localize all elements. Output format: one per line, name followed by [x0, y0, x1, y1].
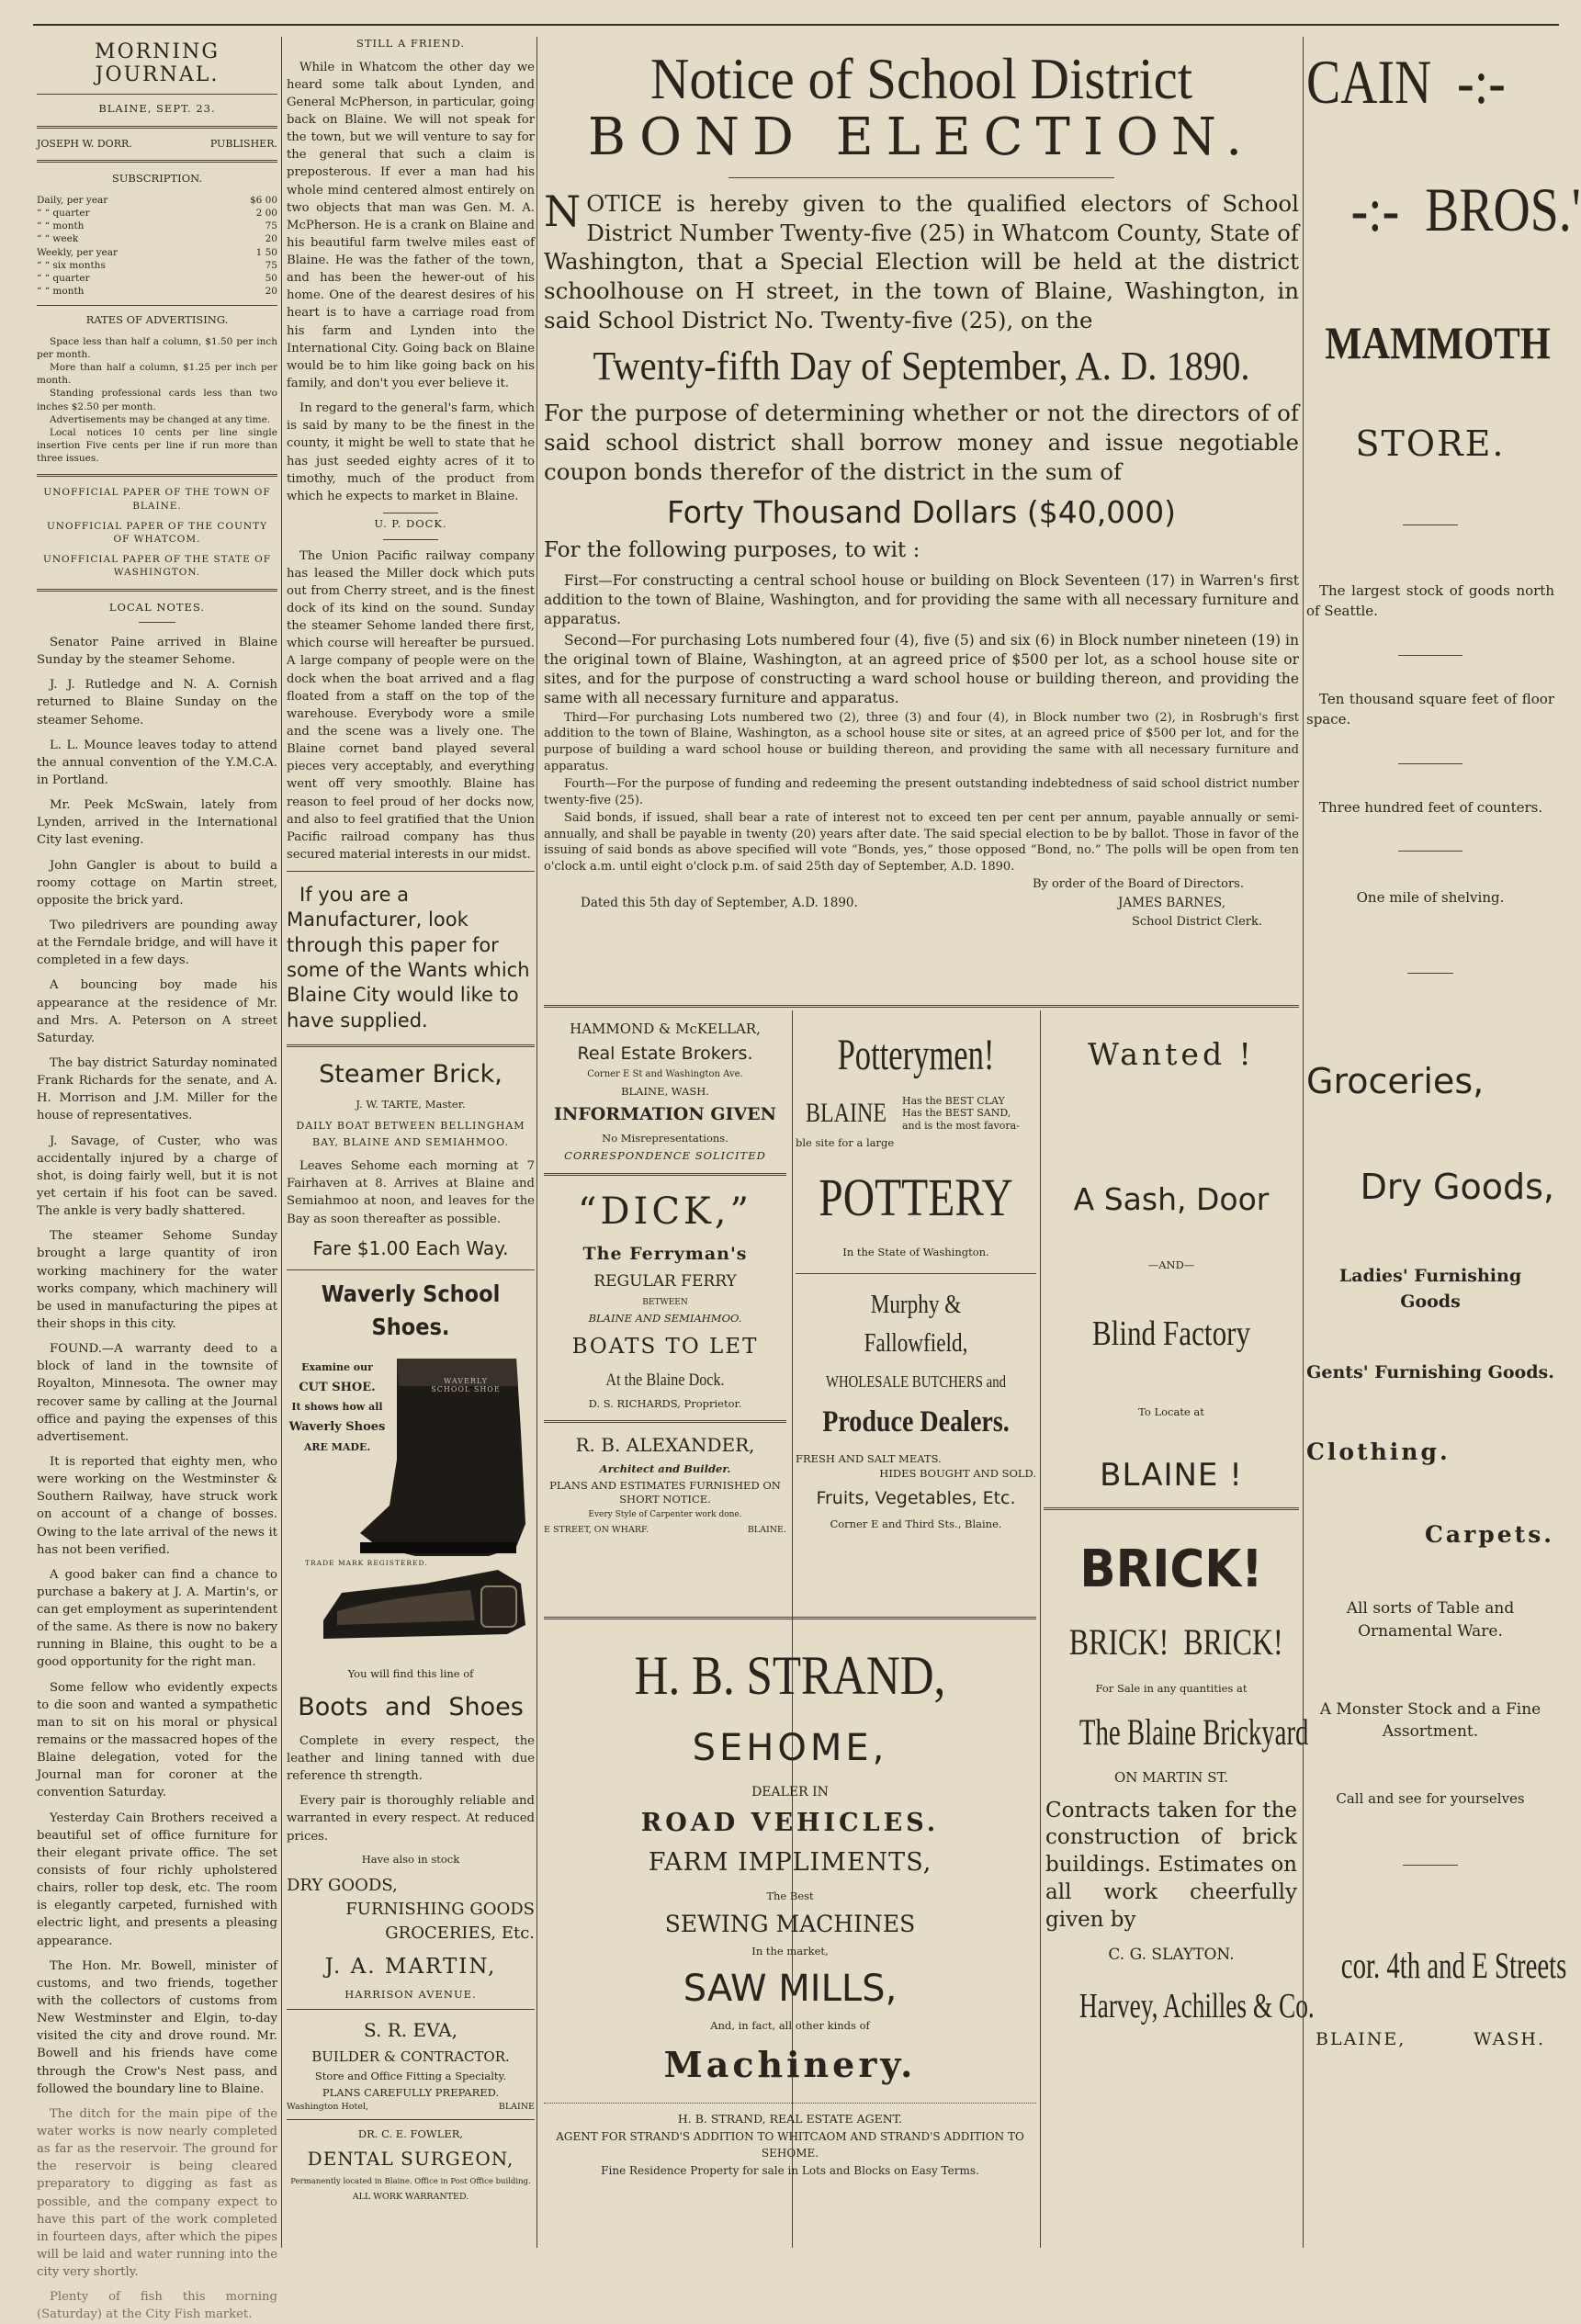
article-paragraph: In regard to the general's farm, which is said by many to be the finest in the county, it might be well to state that he has just seeded eighty acres of it to timothy, much of the product from which he expects to market in Blaine. — [287, 401, 535, 503]
strand-dealer: DEALER IN — [751, 1785, 829, 1799]
local-note: It is reported that eighty men, who were working on the Westminster & Southern Railway, have struck work on account of a change of bosses. Owing to the late arrival of the news it has not been verified. — [37, 1454, 277, 1557]
notice-order: By order of the Board of Directors. — [1032, 877, 1244, 892]
wanted-blind: Blind Factory — [1091, 1314, 1251, 1354]
cain-title2: -:- BROS.' — [1350, 174, 1581, 244]
dry-goods: DRY GOODS, — [287, 1876, 398, 1896]
potterymen-pottery: POTTERY — [819, 1168, 1013, 1228]
hammond-trade: Real Estate Brokers. — [577, 1043, 753, 1064]
waverly-title: Waverly School Shoes. — [321, 1280, 501, 1341]
rate-label: “ “ week — [37, 233, 79, 245]
column-three-ads — [544, 1018, 786, 1535]
alexander-trade: Architect and Builder. — [599, 1462, 731, 1476]
local-note: The ditch for the main pipe of the water works is now nearly completed as far as the reservoir. The ground for the reservoir is being cleared preparatory to digging as fast as possible, and the company expect to have this part of the work completed in fourteen days, after which the pipes will be laid and water running into the city very shortly. — [37, 2106, 277, 2280]
eva-hotel: Washington Hotel, — [287, 2102, 369, 2113]
rate-value: 2 00 — [255, 208, 277, 220]
subscription-heading: SUBSCRIPTION. — [111, 172, 203, 186]
local-notes-heading: LOCAL NOTES. — [108, 600, 206, 614]
ad-rate: Local notices 10 cents per line single insertion Five cents per line if run more than three issues. — [37, 426, 277, 465]
local-note: The bay district Saturday nominated Frank Richards for the senate, and A. H. Morrison and J.M. Miller for the house of representatives. — [37, 1055, 277, 1123]
waverly-find: You will find this line of — [347, 1667, 474, 1681]
strand-sewing: SEWING MACHINES — [664, 1910, 916, 1937]
notice-body-text: OTICE is hereby given to the qualified electors of School District Number Twenty-five (25) in Whatcom County, State of Washington, that a Special Election will be held at the district schoolhouse on H street, in the town of Blaine, Washington, in said School District No. Twenty-five (25), on the — [544, 189, 1299, 334]
potterymen-site: ble site for a large — [796, 1135, 895, 1149]
steamer-fare: Fare $1.00 Each Way. — [312, 1236, 509, 1259]
martin-address: HARRISON AVENUE. — [344, 1987, 477, 2001]
shoe-illustration — [287, 1349, 535, 1662]
alexander-address — [544, 1525, 786, 1535]
boot-sole — [360, 1542, 516, 1553]
shoe-caption-line: It shows how all — [291, 1401, 383, 1414]
notice-signature — [544, 896, 1299, 910]
top-rule — [33, 24, 1559, 26]
alexander-town: BLAINE. — [747, 1524, 786, 1535]
official-note: UNOFFICIAL PAPER OF THE COUNTY OF WHATCOM. — [46, 520, 268, 545]
local-note: L. L. Mounce leaves today to attend the annual convention of the Y.M.C.A. in Portland. — [37, 738, 277, 788]
cain-dry-goods: Dry Goods, — [1360, 1167, 1554, 1208]
advertising-heading: RATES OF ADVERTISING. — [85, 313, 229, 327]
steamer-brick-title: Steamer Brick, — [319, 1059, 503, 1089]
shoe-heel — [481, 1586, 516, 1627]
publisher-line — [37, 138, 277, 152]
brick-yard: The Blaine Brickyard — [1078, 1710, 1309, 1753]
shoe-label: WAVERLY SCHOOL SHOE — [431, 1377, 501, 1394]
cain-carpets: Carpets. — [1425, 1521, 1554, 1549]
cain-counters: Three hundred feet of counters. — [1319, 798, 1543, 816]
steamer-route: DAILY BOAT BETWEEN BELLINGHAM — [296, 1119, 525, 1132]
wanted-blaine: BLAINE ! — [1100, 1456, 1243, 1494]
brick-title: BRICK! — [1079, 1540, 1263, 1600]
dick-boats: BOATS TO LET — [571, 1334, 759, 1359]
local-note: FOUND.—A warranty deed to a block of land in the townsite of Royalton, Minnesota. The owner may recover same by calling at the Journal office and paying the expenses of this advertisement. — [37, 1342, 277, 1444]
local-note: J. Savage, of Custer, who was accidentally injured by a charge of shot, is doing fairly well, but it is not yet certain if his foot can be saved. The ankle is very badly shattered. — [37, 1134, 277, 1219]
column-local-notes — [37, 37, 277, 2322]
strand-farm: FARM IMPLIMENTS, — [648, 1848, 932, 1878]
notice-purposes: For the following purposes, to wit : — [544, 537, 920, 562]
eva-line: Store and Office Fitting a Specialty. — [314, 2070, 507, 2083]
cain-address — [1306, 2029, 1554, 2049]
boots-shoes: Boots and Shoes — [298, 1692, 524, 1721]
masthead-title: MORNING JOURNAL. — [95, 40, 220, 86]
murphy-hides: HIDES BOUGHT AND SOLD. — [879, 1466, 1036, 1480]
strand-agent: H. B. STRAND, REAL ESTATE AGENT. — [677, 2112, 903, 2127]
brick-harvey: Harvey, Achilles & Co. — [1078, 1986, 1315, 2025]
hammond-corr: CORRESPONDENCE SOLICITED — [564, 1149, 766, 1163]
rate-label: “ “ month — [37, 286, 85, 298]
rate-label: Weekly, per year — [37, 246, 119, 258]
notice-fourth: Fourth—For the purpose of funding and redeeming the present outstanding indebtedness of said school district number twenty-five (25). — [544, 777, 1299, 807]
article-paragraph: While in Whatcom the other day we heard some talk about Lynden, and General McPherson, in particular, going back on Blaine. We will not speak for the town, but we will venture to say for the general that such a claim is preposterous. If ever a man had his whole mind centered almost entirely on two objects that man was Gen. M. A. McPherson. He is a crank on Blaine and his beautiful farm twelve miles east of Blaine. He was the father of the town, and has been the hewer-out of his home. One of the dearest desires of his heart is to have a carriage road from his farm and Lynden into the International City. Going back on Blaine would be to him like going back on his family, and don't you ever believe it. — [287, 60, 535, 391]
strand-fine: Fine Residence Property for sale in Lots and Blocks on Easy Terms. — [601, 2163, 979, 2177]
murphy-meats: FRESH AND SALT MEATS. — [796, 1452, 942, 1465]
eva-name: S. R. EVA, — [364, 2019, 457, 2042]
cain-clothing: Clothing. — [1306, 1438, 1451, 1465]
alexander-name: R. B. ALEXANDER, — [575, 1434, 755, 1457]
dick-between: BETWEEN — [642, 1298, 688, 1308]
publisher-name: JOSEPH W. DORR. — [37, 137, 132, 150]
rate-value: 50 — [265, 272, 277, 284]
brick-repeat: BRICK! BRICK! — [1068, 1621, 1283, 1664]
strand-agent-addition: AGENT FOR STRAND'S ADDITION TO WHITCAOM AND STRAND'S ADDITION TO SEHOME. — [556, 2130, 1024, 2160]
hammond-name: HAMMOND & McKELLAR, — [570, 1021, 761, 1037]
rate-label: “ “ quarter — [37, 272, 90, 284]
column-four-ads — [796, 1018, 1036, 1535]
eva-plans: PLANS CAREFULLY PREPARED. — [322, 2085, 500, 2099]
murphy-trade: WHOLESALE BUTCHERS and — [826, 1372, 1006, 1392]
eva-trade: BUILDER & CONTRACTOR. — [311, 2048, 510, 2066]
steamer-master: J. W. TARTE, Master. — [356, 1098, 466, 1111]
column-two — [287, 37, 535, 2248]
local-note: Yesterday Cain Brothers received a beautiful set of office furniture for their elegant private office. The set consists of four richly upholstered chairs, roller top desk, etc. The room is elegantly carpeted, furnished with electric light, and presents a pleasing appearance. — [37, 1811, 277, 1948]
bond-election-notice — [544, 37, 1299, 1006]
cain-town: BLAINE, — [1316, 2028, 1406, 2049]
dick-regular: REGULAR FERRY — [593, 1272, 737, 1292]
shoe-caption-line: Examine our — [301, 1361, 373, 1374]
strand-saw: SAW MILLS, — [683, 1968, 898, 2011]
hammond-nomis: No Misrepresentations. — [602, 1131, 728, 1145]
rate-label: “ “ six months — [37, 259, 106, 271]
strand-other: And, in fact, all other kinds of — [710, 2019, 870, 2033]
potterymen-has1: Has the BEST CLAY — [901, 1094, 1005, 1107]
cain-mammoth: MAMMOTH — [1325, 317, 1551, 369]
potterymen-state: In the State of Washington. — [842, 1246, 989, 1259]
brick-sale: For Sale in any quantities at — [1095, 1682, 1248, 1696]
strand-ad — [544, 1617, 1036, 2181]
column-rule — [1303, 37, 1304, 2248]
local-note: Some fellow who evidently expects to die soon and wanted a sympathetic man to sit on his moral or physical remains or the massacred hopes of the Blaine delegation, voted for the Journal man for coroner at the convention Saturday. — [37, 1680, 277, 1800]
cain-store: STORE. — [1355, 423, 1506, 464]
local-note: Mr. Peek McSwain, lately from Lynden, arrived in the International City last evening. — [37, 798, 277, 848]
local-note: Two piledrivers are pounding away at the Ferndale bridge, and will have it completed in a few days. — [37, 919, 277, 968]
ad-rate: Standing professional cards less than two inches $2.50 per month. — [37, 388, 277, 412]
waverly-also: Have also in stock — [361, 1852, 460, 1866]
wanted-and: —AND— — [1147, 1258, 1195, 1271]
groceries: GROCERIES, Etc. — [385, 1924, 535, 1944]
cain-shelving: One mile of shelving. — [1356, 889, 1505, 907]
alexander-plans: PLANS AND ESTIMATES FURNISHED ON SHORT NOTICE. — [549, 1478, 781, 1506]
dick-ferry: The Ferryman's — [582, 1243, 748, 1264]
murphy-produce: Produce Dealers. — [822, 1405, 1010, 1439]
rate-value: $6 00 — [249, 194, 277, 206]
hammond-town: BLAINE, WASH. — [621, 1084, 709, 1098]
notice-day: Twenty-fifth Day of September, A. D. 1890. — [593, 344, 1250, 389]
notice-subtitle: BOND ELECTION. — [587, 107, 1256, 168]
rate-value: 20 — [265, 286, 277, 298]
subscription-table — [37, 194, 277, 298]
official-note: UNOFFICIAL PAPER OF THE TOWN OF BLAINE. — [43, 487, 271, 512]
cain-space: Ten thousand square feet of floor space. — [1306, 690, 1554, 728]
strand-market: In the market, — [751, 1944, 829, 1957]
brick-contracts: Contracts taken for the construction of brick buildings. Estimates on all work cheerfully given by — [1045, 1798, 1297, 1933]
rate-label: “ “ quarter — [37, 208, 90, 220]
notice-amount: Forty Thousand Dollars ($40,000) — [666, 493, 1177, 530]
strand-machinery: Machinery. — [663, 2043, 917, 2085]
waverly-paragraph: Complete in every respect, the leather and lining tanned with due reference th strength. — [287, 1733, 535, 1784]
eva-address — [287, 2102, 535, 2112]
cain-state: WASH. — [1474, 2028, 1545, 2049]
dick-route: BLAINE AND SEMIAHMOO. — [588, 1312, 742, 1326]
cain-corner: cor. 4th and E Streets — [1340, 1944, 1567, 1986]
potterymen-has2: Has the BEST SAND, — [901, 1107, 1011, 1120]
dick-dock: At the Blaine Dock. — [605, 1371, 725, 1391]
notice-clerk-title: School District Clerk. — [1131, 915, 1262, 930]
manufacturer-ad: If you are a Manufacturer, look through this paper for some of the Wants which Blaine City would like to have supplied. — [287, 884, 530, 1032]
strand-best: The Best — [766, 1890, 814, 1903]
ad-rate: More than half a column, $1.25 per inch per month. — [37, 362, 277, 387]
rate-label: “ “ month — [37, 220, 85, 232]
rate-value: 75 — [265, 259, 277, 271]
notice-body — [544, 186, 1299, 335]
cain-ladies: Ladies' Furnishing Goods — [1338, 1266, 1522, 1312]
alexander-street: E STREET, ON WHARF. — [544, 1524, 649, 1535]
strand-town: SEHOME, — [692, 1727, 888, 1769]
cain-title1: CAIN -:- — [1306, 47, 1506, 117]
hammond-address: Corner E St and Washington Ave. — [587, 1069, 743, 1080]
rate-value: 1 50 — [255, 246, 277, 258]
dick-proprietor: D. S. RICHARDS, Proprietor. — [588, 1396, 742, 1410]
local-note: Senator Paine arrived in Blaine Sunday by the steamer Sehome. — [37, 636, 277, 668]
steamer-schedule: Leaves Sehome each morning at 7 Fairhaven at 8. Arrives at Blaine and Semiahmoo at noon, and leaves for the Bay as soon thereafter as possible. — [287, 1159, 535, 1226]
wanted-sash: A Sash, Door — [1073, 1180, 1270, 1217]
fowler-warranted: ALL WORK WARRANTED. — [352, 2192, 469, 2203]
wanted-locate: To Locate at — [1138, 1405, 1204, 1419]
notice-dated: Dated this 5th day of September, A.D. 1890. — [581, 896, 858, 911]
notice-second: Second—For purchasing Lots numbered four (4), five (5) and six (6) in Block number nineteen (19) in the original town of Blaine, Washington, at an agreed price of $500 per lot, as a school house site or sites, and for the purpose of constructing a ward school house or building thereon, and providing the same with all necessary furniture and apparatus. — [544, 632, 1299, 706]
notice-dropcap: N — [544, 186, 582, 236]
notice-bonds: Said bonds, if issued, shall bear a rate of interest not to exceed ten per cent per annum, payable annually or semi-annually, and shall be payable in twenty (20) years after date. The said special election to be by ballot. Those in favor of the issuing of said bonds as above specified will vote “Bonds, yes,” those opposed “Bond, no.” The polls will be open from ten o'clock a.m. until eight o'clock p.m. of said 25th day of September, A.D. 1890. — [544, 811, 1299, 874]
wanted-title: Wanted ! — [1088, 1036, 1255, 1072]
shoe-caption-line: ARE MADE. — [303, 1440, 371, 1453]
up-dock-heading: U. P. DOCK. — [374, 517, 447, 531]
publisher-label: PUBLISHER. — [209, 137, 277, 150]
potterymen-has — [902, 1095, 1020, 1133]
furnishing-goods: FURNISHING GOODS — [345, 1900, 535, 1920]
potterymen-blaine: BLAINE — [805, 1098, 886, 1129]
potterymen-row — [796, 1095, 1036, 1133]
brick-slayton: C. G. SLAYTON. — [1108, 1946, 1235, 1965]
dick-title: “DICK,” — [578, 1190, 752, 1233]
martin-name: J. A. MARTIN, — [324, 1954, 497, 1979]
notice-purpose: For the purpose of determining whether or not the directors of of said school district shall borrow money and issue negotiable coupon bonds therefor of the district in the sum of — [544, 400, 1299, 485]
hammond-info: INFORMATION GIVEN — [553, 1104, 777, 1125]
strand-name: H. B. STRAND, — [634, 1645, 946, 1706]
cain-bros-ad — [1306, 37, 1581, 2248]
cain-table: All sorts of Table and Ornamental Ware. — [1346, 1599, 1515, 1641]
shoe-caption-line: CUT SHOE. — [299, 1381, 376, 1395]
cain-gents: Gents' Furnishing Goods. — [1306, 1362, 1554, 1383]
murphy-fruits: Fruits, Vegetables, Etc. — [816, 1488, 1016, 1509]
fowler-title: DENTAL SURGEON, — [307, 2147, 514, 2170]
cain-stock: The largest stock of goods north of Seattle. — [1306, 581, 1554, 620]
official-note: UNOFFICIAL PAPER OF THE STATE OF WASHINGTON. — [42, 554, 272, 579]
murphy-name: Murphy & Fallowfield, — [864, 1289, 968, 1359]
local-note: The steamer Sehome Sunday brought a large quantity of iron working machinery for the water works company, which machinery will be used in manufacturing the pipes at their shops in this city. — [37, 1229, 277, 1331]
cain-call: Call and see for yourselves — [1336, 1789, 1525, 1807]
notice-bottom-rule — [544, 1005, 1299, 1008]
rate-value: 20 — [265, 233, 277, 245]
local-note: J. J. Rutledge and N. A. Cornish returned to Blaine Sunday on the steamer Sehome. — [37, 678, 277, 728]
strand-road: ROAD VEHICLES. — [640, 1808, 940, 1837]
rate-value: 75 — [265, 220, 277, 232]
notice-clerk-name: JAMES BARNES, — [1118, 896, 1225, 911]
cain-groceries: Groceries, — [1306, 1061, 1485, 1102]
notice-title: Notice of School District — [649, 46, 1193, 111]
still-friend-heading: STILL A FRIEND. — [356, 37, 466, 50]
ad-rate: Advertisements may be changed at any time. — [50, 413, 271, 425]
column-rule — [1040, 1010, 1041, 2248]
shoe-caption-line: Waverly Shoes — [288, 1420, 386, 1435]
alexander-style: Every Style of Carpenter work done. — [588, 1509, 742, 1519]
ad-rate: Space less than half a column, $1.50 per inch per month. — [37, 335, 277, 360]
local-note: The Hon. Mr. Bowell, minister of customs, and two friends, together with the collectors of customs from New Westminster and Elgin, to-day visited the city and drove round. Mr. Bowell and his friends have come through the Crow's Nest pass, and followed the boundary line to Blaine. — [37, 1958, 277, 2096]
potterymen-title: Potterymen! — [837, 1031, 995, 1079]
article-paragraph: The Union Pacific railway company has leased the Miller dock which puts out from Cherry street, and is the finest dock of its kind on the sound. Sunday the steamer Sehome landed there first, which course will hereafter be pursued. A large company of people were on the dock when the boat arrived and a flag floated from a staff on the top of the warehouse. Everybody wore a smile and the scene was a lively one. The Blaine cornet band played several pieces very acceptably, and everything went off very smoothly. Blaine has reason to feel proud of her docks now, and also to feel gratified that the Union Pacific railroad company has thus secured material interests in our midst. — [287, 548, 535, 862]
column-rule — [281, 37, 282, 2248]
steamer-route: BAY, BLAINE AND SEMIAHMOO. — [312, 1136, 509, 1149]
notice-first: First—For constructing a central school house or building on Block Seventeen (17) in Warren's first addition to the town of Blaine, Washington, and for providing the same with all necessary furniture and apparatus. — [544, 572, 1299, 628]
local-note: A good baker can find a chance to purchase a bakery at J. A. Martin's, or can get employment as superintendent of the same. As there is now no bakery running in Blaine, this ought to be a good opportunity for the right man. — [37, 1567, 277, 1670]
brick-street: ON MARTIN ST. — [1113, 1768, 1229, 1786]
rate-label: Daily, per year — [37, 194, 108, 206]
dateline: BLAINE, SEPT. 23. — [98, 102, 216, 115]
waverly-paragraph: Every pair is thoroughly reliable and warranted in every respect. At reduced prices. — [287, 1794, 535, 1844]
cain-monster: A Monster Stock and a Fine Assortment. — [1319, 1699, 1541, 1742]
trademark-text: TRADE MARK REGISTERED. — [305, 1559, 428, 1568]
local-note: A bouncing boy made his appearance at the residence of Mr. and Mrs. A. Peterson on A street Saturday. — [37, 978, 277, 1045]
column-five-ads — [1044, 1018, 1315, 2032]
murphy-corner: Corner E and Third Sts., Blaine. — [830, 1517, 1002, 1530]
potterymen-has3: and is the most favora- — [901, 1120, 1020, 1133]
eva-town: BLAINE — [498, 2102, 535, 2113]
fowler-name: DR. C. E. FOWLER, — [357, 2127, 464, 2141]
local-note: Plenty of fish this morning (Saturday) at the City Fish market. — [37, 2290, 277, 2322]
shoe-image — [287, 1349, 535, 1662]
fowler-note: Permanently located in Blaine. Office in Post Office building. — [290, 2176, 531, 2186]
notice-third: Third—For purchasing Lots numbered two (2), three (3) and four (4), in Block number two (2), in Rosbrugh's first addition to the town of Blaine, Washington, as a school house site or sites, at an agreed price of $500 per lot, and for the purpose of building a ward school house or building thereon, and providing the same with all necessary furniture and apparatus. — [544, 710, 1299, 773]
column-rule — [536, 37, 537, 2248]
local-note: John Gangler is about to build a roomy cottage on Martin street, opposite the brick yard. — [37, 858, 277, 908]
